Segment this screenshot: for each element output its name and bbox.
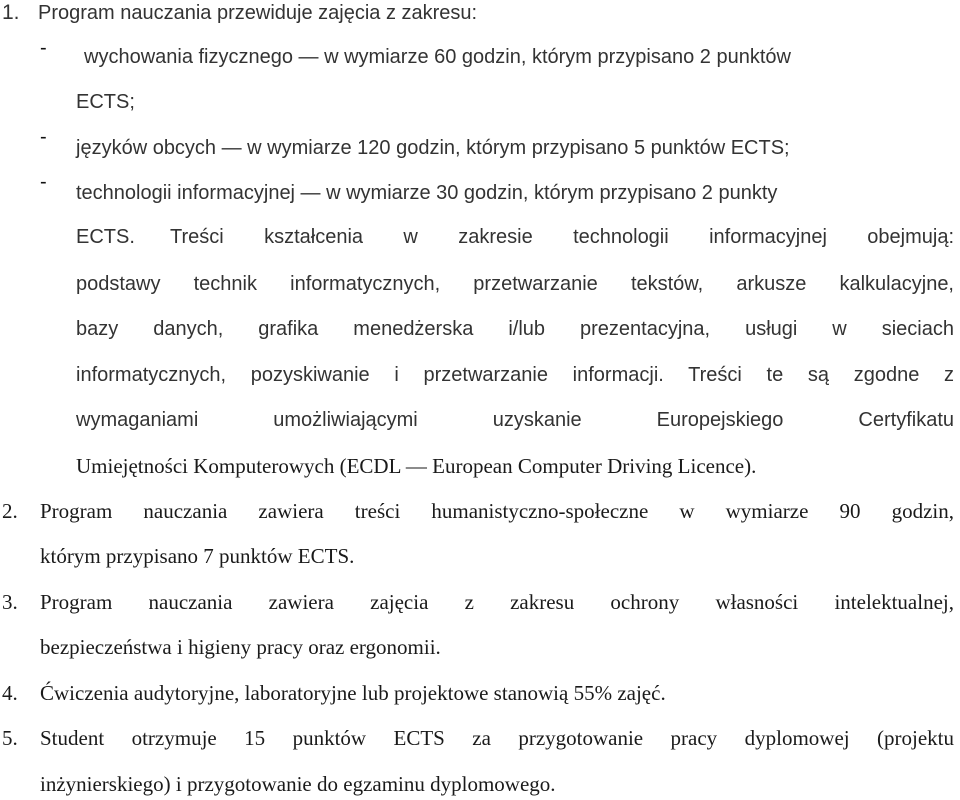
item-number: 2. bbox=[2, 499, 18, 523]
bullet-text-line: ECTS; bbox=[76, 91, 135, 113]
bullet-text-line: wymaganiami umożliwiającymi uzyskanie Europejskiego Certyfikatu bbox=[76, 409, 954, 431]
bullet-dash: - bbox=[40, 171, 47, 193]
item-number: 4. bbox=[2, 681, 18, 705]
item-number: 1. bbox=[2, 1, 20, 24]
item-text-line: Ćwiczenia audytoryjne, laboratoryjne lub projektowe stanowią 55% zajęć. bbox=[40, 681, 666, 705]
item-number: 3. bbox=[2, 590, 18, 614]
item-text-line: Program nauczania zawiera treści humanistyczno-społeczne w wymiarze 90 godzin, bbox=[40, 499, 954, 523]
bullet-text-line: wychowania fizycznego — w wymiarze 60 godzin, którym przypisano 2 punktów bbox=[84, 46, 791, 68]
bullet-text-line: podstawy technik informatycznych, przetwarzanie tekstów, arkusze kalkulacyjne, bbox=[76, 273, 954, 295]
item-text-line: którym przypisano 7 punktów ECTS. bbox=[40, 544, 355, 568]
item-number: 5. bbox=[2, 726, 18, 750]
item-text-line: bezpieczeństwa i higieny pracy oraz ergonomii. bbox=[40, 635, 441, 659]
bullet-dash: - bbox=[40, 126, 47, 148]
bullet-dash: - bbox=[40, 37, 47, 59]
bullet-text-line: ECTS. bbox=[76, 226, 135, 248]
bullet-text-line: technologii informacyjnej — w wymiarze 30 godzin, którym przypisano 2 punkty bbox=[76, 182, 778, 204]
item-text-line: Program nauczania zawiera zajęcia z zakresu ochrony własności intelektualnej, bbox=[40, 590, 954, 614]
item-text-line: Student otrzymuje 15 punktów ECTS za przygotowanie pracy dyplomowej (projektu bbox=[40, 726, 954, 750]
bullet-text-line: informatycznych, pozyskiwanie i przetwarzanie informacji. Treści te są zgodne z bbox=[76, 364, 954, 386]
item-text-line: inżynierskiego) i przygotowanie do egzaminu dyplomowego. bbox=[40, 772, 556, 796]
bullet-text-line: Treści kształcenia w zakresie technologii informacyjnej obejmują: bbox=[170, 226, 954, 248]
bullet-text-line: języków obcych — w wymiarze 120 godzin, którym przypisano 5 punktów ECTS; bbox=[76, 137, 790, 159]
bullet-text-line: bazy danych, grafika menedżerska i/lub prezentacyjna, usługi w sieciach bbox=[76, 318, 954, 340]
bullet-text-line: Umiejętności Komputerowych (ECDL — European Computer Driving Licence). bbox=[76, 454, 757, 478]
item-text-line: Program nauczania przewiduje zajęcia z zakresu: bbox=[38, 2, 478, 24]
